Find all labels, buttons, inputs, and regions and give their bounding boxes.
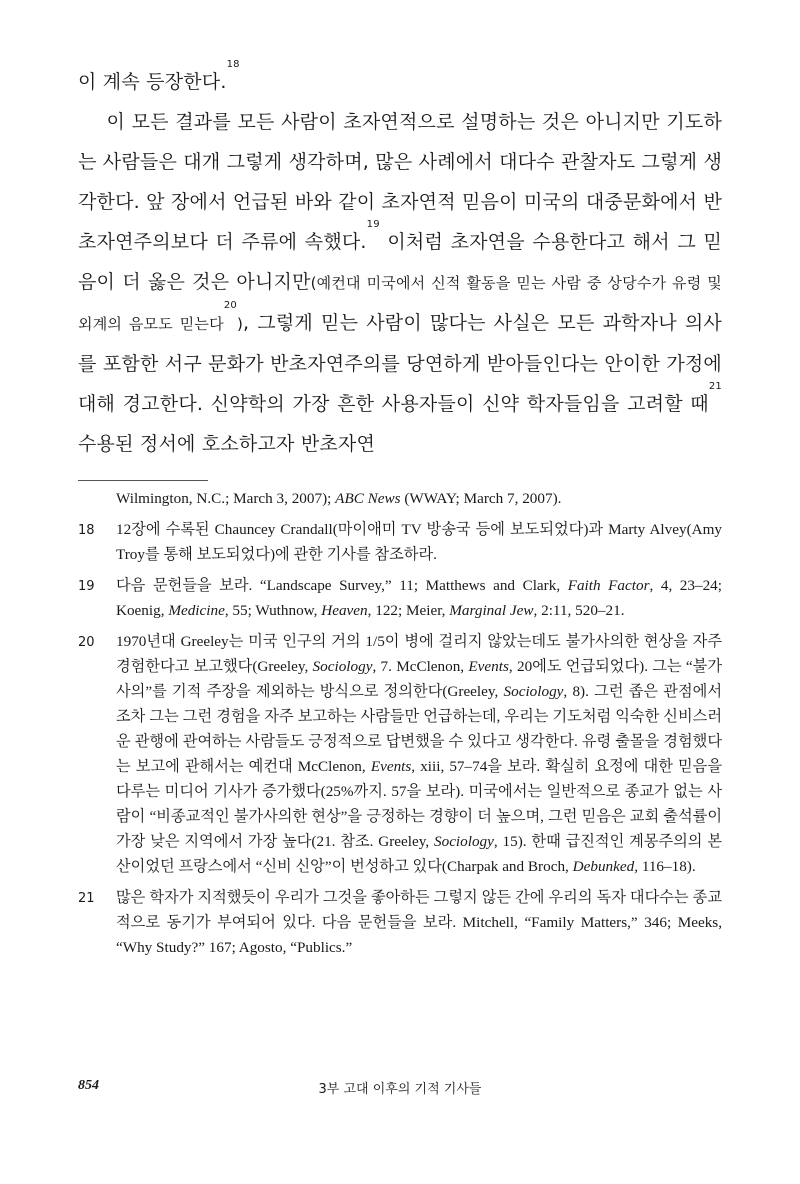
footnote-20: [78, 629, 722, 879]
footnote-number: 18: [78, 523, 95, 538]
footnote-text: 1970년대 Greeley는 미국 인구의 거의 1/5이 병에 걸리지 않았는데도 불가사의한 현상을 자주 경험한다고 보고했다(Greeley, Sociology, 7. McClenon, Events, 20에도 언급되었다). 그는 “불가사의”를 기적 주장을 제외하는 방식으로 정의한다(Greeley, Sociology, 8). 그런 좁은 관점에서조차 그는 그런 경험을 자주 보고하는 사람들만 언급하는데, 우리는 기도처럼 익숙한 신비스러운 관행에 관여하는 사람들도 긍정적으로 답변했을 수 있다고 생각한다. 유령 출몰을 경험했다는 보고에 관해서는 예컨대 McClenon, Events, xiii, 57–74을 보라. 확실히 요정에 대한 믿음을 다루는 미디어 기사가 증가했다(25%까지. 57을 보라). 미국에서는 일반적으로 종교가 없는 사람이 “비종교적인 불가사의한 현상”을 긍정하는 경향이 더 높으며, 그런 믿음은 교회 출석률이 가장 낮은 지역에서 가장 높다(21. 참조. Greeley, Sociology, 15). 한때 급진적인 계몽주의의 본산이었던 프랑스에서 “신비 신앙”이 번성하고 있다(Charpak and Broch, Debunked, 116–18).: [116, 633, 723, 875]
footnote-ref-18: 18: [226, 59, 240, 70]
paragraph-main: 이 모든 결과를 모든 사람이 초자연적으로 설명하는 것은 아니지만 기도하는 사람들은 대개 그렇게 생각하며, 많은 사례에서 대다수 관찰자도 그렇게 생각한다. 앞 장에서 언급된 바와 같이 초자연적 믿음이 미국의 대중문화에서 반초자연주의보다 더 주류에 속했다.$^{19}$ 이처럼 초자연을 수용한다고 해서 그 믿음이 더 옳은 것은 아니지만(예컨대 미국에서 신적 활동을 믿는 사람 중 상당수가 유령 및 외계의 음모도 믿는다$^{20}$), 그렇게 믿는 사람이 많다는 사실은 모든 과학자나 의사를 포함한 서구 문화가 반초자연주의를 당연하게 받아들인다는 안이한 가정에 대해 경고한다. 신약학의 가장 흔한 사용자들이 신약 학자들임을 고려할 때$^{21}$ 수용된 정서에 호소하고자 반초자연: [78, 111, 722, 455]
footnote-number: 21: [78, 891, 95, 906]
page-number: 854: [78, 1078, 99, 1093]
paragraph-continuation: 이 계속 등장한다.$^{18}$: [78, 59, 240, 93]
footnote-19: [78, 573, 722, 623]
footnote-ref-20: 20: [223, 300, 237, 311]
footnote-text: 다음 문헌들을 보라. “Landscape Survey,” 11; Matthews and Clark, Faith Factor, 4, 23–24; Koenig, Medicine, 55; Wuthnow, Heaven, 122; Meier, Marginal Jew, 2:11, 520–21.: [116, 577, 722, 619]
parenthetical-note: (예컨대 미국에서 신적 활동을 믿는 사람 중 상당수가 유령 및 외계의 음모도 믿는다$^{20}$): [78, 274, 722, 333]
running-head: 3부 고대 이후의 기적 기사들: [318, 1082, 482, 1097]
footnote-divider: [78, 480, 208, 481]
footnote-number: 20: [78, 635, 95, 650]
main-text: [78, 59, 722, 464]
footnote-21: [78, 885, 722, 960]
footnote-ref-19: 19: [366, 219, 380, 230]
footnote-18: [78, 517, 722, 567]
footnote-text: 많은 학자가 지적했듯이 우리가 그것을 좋아하든 그렇지 않든 간에 우리의 독자 대다수는 종교적으로 동기가 부여되어 있다. 다음 문헌들을 보라. Mitchell, “Family Matters,” 346; Meeks, “Why Study?” 167; Agosto, “Publics.”: [116, 889, 722, 956]
footnote-continuation: Wilmington, N.C.; March 3, 2007); ABC News (WWAY; March 7, 2007).: [116, 490, 562, 507]
footnote-ref-21: 21: [708, 381, 722, 392]
footnote-number: 19: [78, 579, 95, 594]
footnotes: [78, 486, 722, 966]
footnote-text: 12장에 수록된 Chauncey Crandall(마이애미 TV 방송국 등에 보도되었다)과 Marty Alvey(Amy Troy를 통해 보도되었다)에 관한 기사를 참조하라.: [116, 521, 722, 563]
